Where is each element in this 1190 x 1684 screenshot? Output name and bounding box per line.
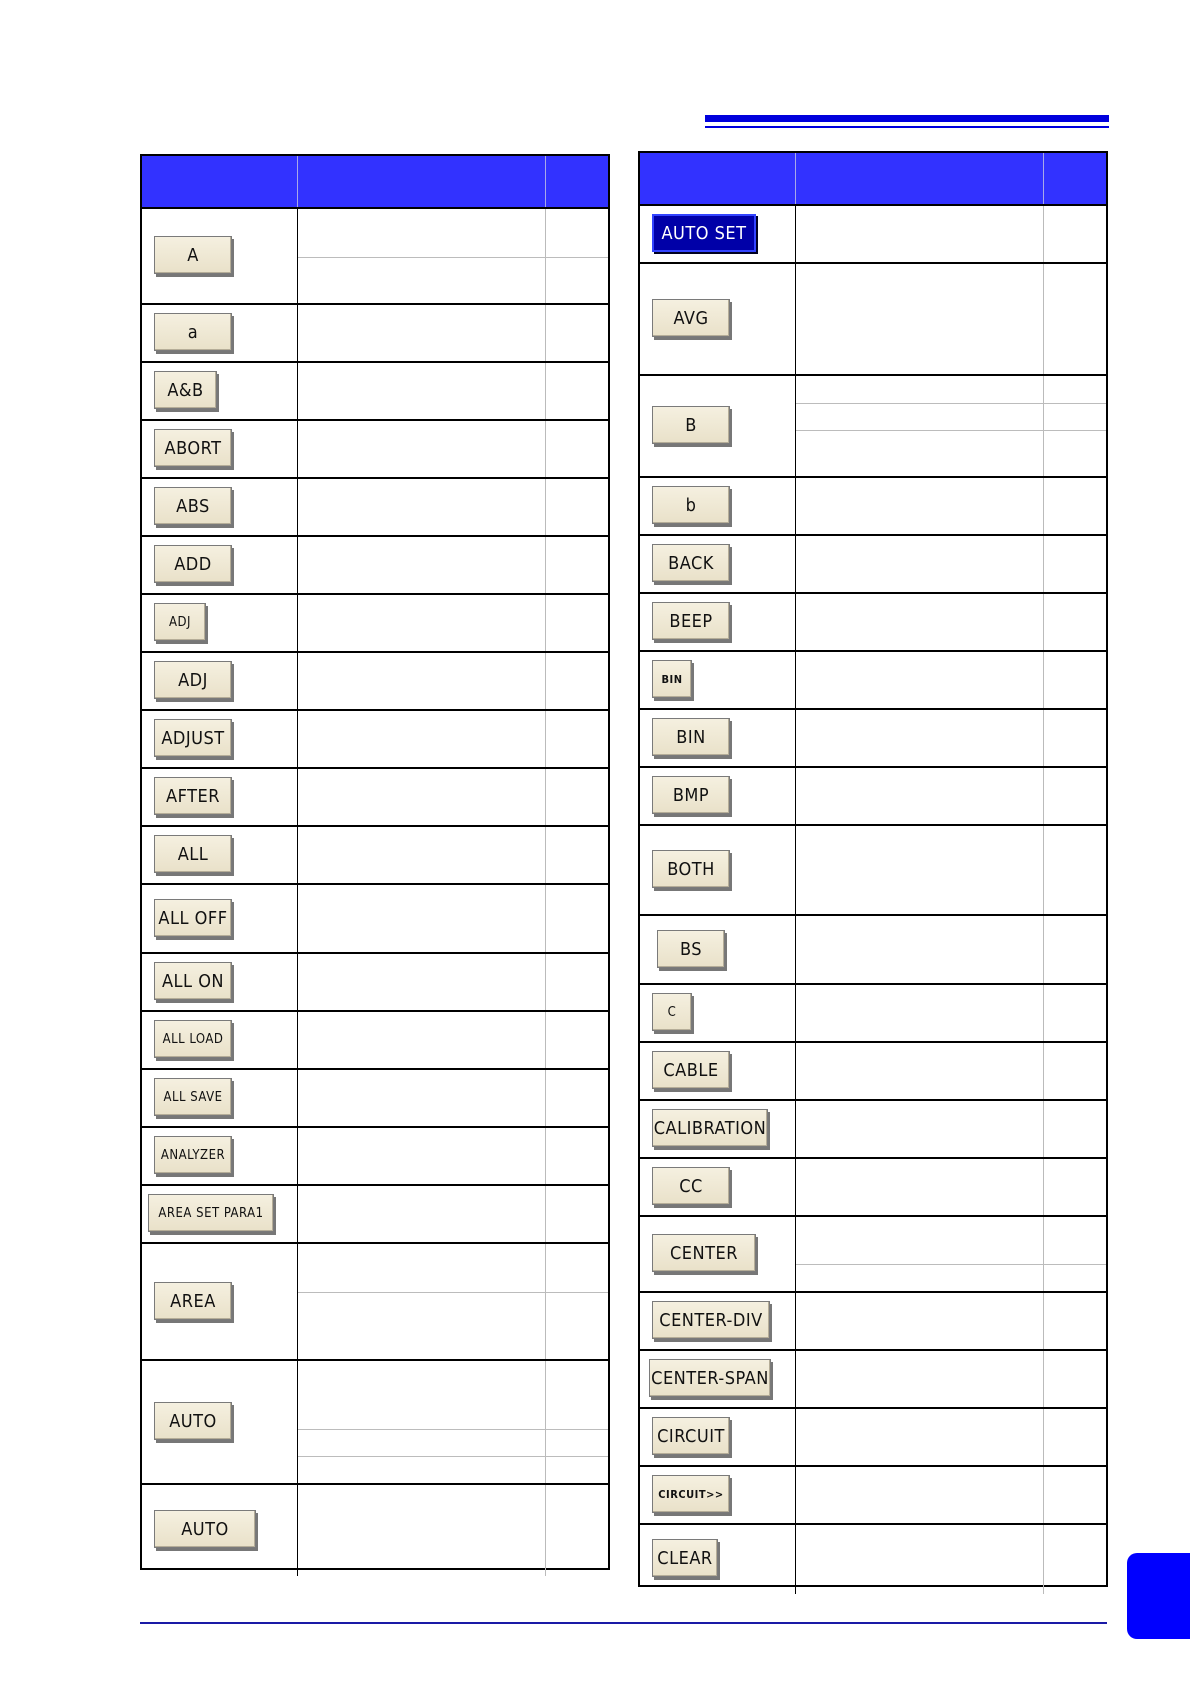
left-table-row — [142, 1485, 608, 1576]
right-key-button[interactable]: BS — [657, 930, 725, 968]
column-divider — [795, 376, 796, 476]
right-key-button[interactable]: BIN — [652, 718, 730, 756]
left-key-button[interactable]: ABORT — [154, 429, 232, 467]
right-key-button[interactable]: AVG — [652, 299, 730, 337]
column-divider — [297, 769, 298, 825]
column-divider — [795, 710, 796, 766]
right-table-row — [640, 1293, 1106, 1351]
left-key-button[interactable]: ALL OFF — [154, 899, 232, 937]
right-table-row — [640, 985, 1106, 1043]
left-key-button[interactable]: ALL LOAD — [154, 1020, 232, 1058]
column-divider-light — [545, 711, 546, 767]
column-divider — [795, 478, 796, 534]
right-table-row — [640, 710, 1106, 768]
column-divider-light — [545, 363, 546, 419]
left-key-table — [140, 154, 610, 1570]
left-table-row — [142, 653, 608, 711]
right-key-button[interactable]: CABLE — [652, 1051, 730, 1089]
right-table-row — [640, 1351, 1106, 1409]
right-key-button[interactable]: CALIBRATION — [652, 1109, 768, 1147]
column-divider-light — [1043, 1525, 1044, 1594]
right-table-row — [640, 594, 1106, 652]
right-key-button[interactable]: CIRCUIT — [652, 1417, 730, 1455]
header-rule-thick — [705, 115, 1109, 122]
right-key-button[interactable]: CLEAR — [652, 1539, 718, 1577]
chapter-index-tab — [1127, 1553, 1190, 1639]
column-divider — [297, 1244, 298, 1359]
right-table-row — [640, 1409, 1106, 1467]
column-divider-light — [1043, 652, 1044, 708]
column-divider — [297, 537, 298, 593]
column-divider-light — [1043, 1101, 1044, 1157]
column-divider-light — [1043, 594, 1044, 650]
column-divider-light — [1043, 1409, 1044, 1465]
left-header-row — [142, 156, 608, 209]
right-table-row — [640, 1467, 1106, 1525]
left-key-button[interactable]: AREA — [154, 1282, 232, 1320]
column-divider — [795, 1101, 796, 1157]
right-table-row — [640, 1525, 1106, 1594]
sub-row-divider — [796, 403, 1106, 404]
column-divider — [795, 536, 796, 592]
left-key-button[interactable]: ADJ — [154, 603, 206, 641]
column-divider-light — [1043, 376, 1044, 476]
left-table-row — [142, 954, 608, 1012]
right-key-button[interactable]: C — [652, 993, 692, 1031]
column-divider — [297, 479, 298, 535]
right-table-row — [640, 826, 1106, 916]
column-divider-light — [545, 421, 546, 477]
column-divider — [795, 594, 796, 650]
right-table-row — [640, 652, 1106, 710]
column-divider-light — [1043, 1159, 1044, 1215]
column-divider-light — [545, 1012, 546, 1068]
right-key-button[interactable]: CENTER-SPAN — [649, 1359, 771, 1397]
column-divider-light — [545, 209, 546, 303]
column-divider — [297, 1186, 298, 1242]
sub-row-divider — [298, 1456, 608, 1457]
left-table-row — [142, 595, 608, 653]
column-divider — [297, 827, 298, 883]
column-divider-light — [1043, 1351, 1044, 1407]
left-header-col-divider — [545, 156, 546, 207]
column-divider-light — [545, 1128, 546, 1184]
column-divider — [795, 1351, 796, 1407]
right-table-row — [640, 916, 1106, 985]
right-key-button[interactable]: CIRCUIT>> — [652, 1475, 730, 1513]
column-divider-light — [1043, 1217, 1044, 1291]
right-table-row — [640, 264, 1106, 376]
left-table-row — [142, 827, 608, 885]
column-divider-light — [545, 954, 546, 1010]
left-table-row — [142, 711, 608, 769]
column-divider — [795, 1467, 796, 1523]
column-divider-light — [1043, 826, 1044, 914]
left-table-row — [142, 1012, 608, 1070]
left-table-row — [142, 885, 608, 954]
column-divider — [297, 954, 298, 1010]
right-table-row — [640, 1043, 1106, 1101]
left-table-row — [142, 1361, 608, 1485]
column-divider — [297, 1070, 298, 1126]
column-divider — [795, 1409, 796, 1465]
right-table-row — [640, 376, 1106, 478]
column-divider-light — [545, 1070, 546, 1126]
right-header-col-divider — [1043, 153, 1044, 204]
right-key-button[interactable]: BOTH — [652, 850, 730, 888]
left-key-button[interactable]: a — [154, 313, 232, 351]
left-table-row — [142, 1244, 608, 1361]
right-key-button[interactable]: b — [652, 486, 730, 524]
left-key-button[interactable]: AUTO — [154, 1402, 232, 1440]
column-divider — [795, 916, 796, 983]
right-table-row — [640, 478, 1106, 536]
header-rule-thin — [705, 126, 1109, 128]
column-divider — [795, 1043, 796, 1099]
column-divider — [795, 768, 796, 824]
column-divider-light — [1043, 536, 1044, 592]
sub-row-divider — [796, 430, 1106, 431]
left-header-col-divider — [297, 156, 298, 207]
left-key-button[interactable]: ADJUST — [154, 719, 232, 757]
left-table-row — [142, 1128, 608, 1186]
column-divider — [297, 1361, 298, 1483]
column-divider — [297, 885, 298, 952]
column-divider-light — [545, 1186, 546, 1242]
left-key-button[interactable]: ALL — [154, 835, 232, 873]
column-divider-light — [1043, 206, 1044, 262]
column-divider-light — [545, 885, 546, 952]
column-divider-light — [545, 1485, 546, 1576]
column-divider-light — [1043, 710, 1044, 766]
column-divider — [795, 1217, 796, 1291]
column-divider — [795, 1293, 796, 1349]
column-divider — [297, 305, 298, 361]
left-table-row — [142, 421, 608, 479]
column-divider — [297, 595, 298, 651]
sub-row-divider — [796, 1264, 1106, 1265]
footer-rule — [140, 1622, 1107, 1624]
column-divider — [795, 264, 796, 374]
right-table-row — [640, 768, 1106, 826]
left-table-row — [142, 363, 608, 421]
column-divider-light — [545, 1244, 546, 1359]
left-table-row — [142, 305, 608, 363]
left-key-button[interactable]: A — [154, 236, 232, 274]
column-divider-light — [545, 1361, 546, 1483]
column-divider-light — [545, 305, 546, 361]
column-divider — [297, 653, 298, 709]
left-key-button[interactable]: AUTO — [154, 1510, 256, 1548]
left-table-row — [142, 479, 608, 537]
column-divider — [297, 421, 298, 477]
left-table-row — [142, 769, 608, 827]
column-divider-light — [545, 595, 546, 651]
right-table-row — [640, 536, 1106, 594]
left-key-button[interactable]: ANALYZER — [154, 1136, 232, 1174]
left-key-button[interactable]: ALL ON — [154, 962, 232, 1000]
left-key-button[interactable]: ADJ — [154, 661, 232, 699]
right-key-button[interactable]: CENTER — [652, 1234, 756, 1272]
right-key-button[interactable]: AUTO SET — [652, 214, 756, 252]
left-key-button[interactable]: ADD — [154, 545, 232, 583]
column-divider-light — [1043, 1467, 1044, 1523]
right-key-button[interactable]: B — [652, 406, 730, 444]
right-key-button[interactable]: CC — [652, 1167, 730, 1205]
column-divider — [297, 1128, 298, 1184]
left-key-button[interactable]: AREA SET PARA1 — [148, 1194, 274, 1232]
left-key-button[interactable]: AFTER — [154, 777, 232, 815]
left-table-row — [142, 209, 608, 305]
column-divider — [297, 1485, 298, 1576]
right-key-button[interactable]: BEEP — [652, 602, 730, 640]
column-divider-light — [1043, 985, 1044, 1041]
column-divider-light — [1043, 916, 1044, 983]
left-table-row — [142, 1186, 608, 1244]
right-header-row — [640, 153, 1106, 206]
left-table-row — [142, 537, 608, 595]
column-divider — [795, 1159, 796, 1215]
column-divider-light — [1043, 264, 1044, 374]
right-key-button[interactable]: BMP — [652, 776, 730, 814]
sub-row-divider — [298, 1292, 608, 1293]
left-key-button[interactable]: ABS — [154, 487, 232, 525]
column-divider — [297, 209, 298, 303]
column-divider — [795, 985, 796, 1041]
column-divider-light — [1043, 1043, 1044, 1099]
column-divider — [297, 1012, 298, 1068]
left-key-button[interactable]: ALL SAVE — [154, 1078, 232, 1116]
right-table-row — [640, 206, 1106, 264]
right-key-button[interactable]: BIN — [652, 660, 692, 698]
column-divider — [795, 652, 796, 708]
sub-row-divider — [298, 257, 608, 258]
right-key-button[interactable]: BACK — [652, 544, 730, 582]
right-table-row — [640, 1159, 1106, 1217]
column-divider — [795, 826, 796, 914]
column-divider-light — [1043, 768, 1044, 824]
left-key-button[interactable]: A&B — [154, 371, 217, 409]
column-divider-light — [1043, 478, 1044, 534]
column-divider-light — [545, 537, 546, 593]
right-table-row — [640, 1217, 1106, 1293]
column-divider-light — [545, 769, 546, 825]
column-divider-light — [545, 827, 546, 883]
column-divider — [297, 363, 298, 419]
sub-row-divider — [298, 1429, 608, 1430]
column-divider — [795, 1525, 796, 1594]
right-key-table — [638, 151, 1108, 1587]
column-divider-light — [545, 479, 546, 535]
right-table-row — [640, 1101, 1106, 1159]
right-header-col-divider — [795, 153, 796, 204]
column-divider — [795, 206, 796, 262]
column-divider-light — [545, 653, 546, 709]
column-divider-light — [1043, 1293, 1044, 1349]
left-table-row — [142, 1070, 608, 1128]
column-divider — [297, 711, 298, 767]
right-key-button[interactable]: CENTER-DIV — [652, 1301, 770, 1339]
